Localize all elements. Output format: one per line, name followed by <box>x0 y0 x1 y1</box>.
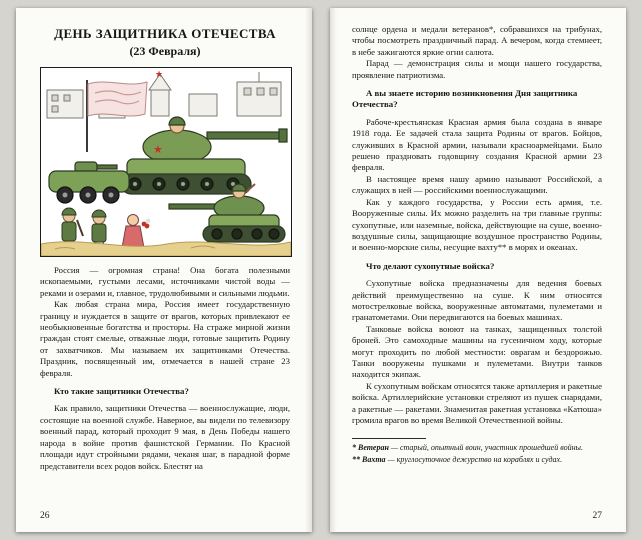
illustration-image <box>40 67 292 257</box>
section-heading: Что делают сухопутные войска? <box>366 260 495 271</box>
page-number: 27 <box>592 511 602 521</box>
right-page <box>330 8 626 532</box>
footnote <box>352 455 602 465</box>
section-heading: А вы знаете историю возникновения Дня защитника Отечества? <box>352 88 578 110</box>
paragraph: Танковые войска воюют на танках, защищенных толстой броней. Это самоходные машины на гусеничном ходу, которые могут проходить по любой местности: оврагам и бездорожью. Танки вооружены пушками и пулеметами. Внутри танков находится экипаж. <box>352 323 602 380</box>
footnote-term: ** Вахта <box>352 454 386 464</box>
tank-star-icon: ★ <box>153 144 163 156</box>
paragraph: В настоящее время нашу армию называют Российской, а служащих в ней — российскими военнослужащими. <box>352 173 602 196</box>
paragraph: Рабоче-крестьянская Красная армия была создана в январе 1918 года. Ее задачей стала защита Родины от врагов. Бойцов, служивших в Красной армии, называли красноармейцами. Было решено праздновать годовщину создания Красной армии 23 февраля. <box>352 116 602 173</box>
title-line-1: ДЕНЬ ЗАЩИТНИКА ОТЕЧЕСТВА <box>54 26 276 41</box>
title-line-2: (23 Февраля) <box>129 44 201 58</box>
left-page <box>16 8 312 532</box>
paragraph: Как у каждого государства, у России есть армия, т.е. Вооруженные силы. Их можно разделить на три главные группы: сухопутные, или наземные, войска, действующие на суше, военно-воздушные силы, защищающие воздушное пространство Родины, и военно-морские силы, несущие вахту** в морях и океанах. <box>352 196 602 253</box>
footnote-text: — круглосуточное дежурство на кораблях и судах. <box>385 454 563 464</box>
military-parade-illustration <box>41 68 291 256</box>
section-heading: Кто такие защитники Отечества? <box>54 386 189 397</box>
footnote <box>352 443 602 453</box>
paragraph: Сухопутные войска предназначены для ведения боевых действий преимущественно на суше. К ним относятся мотострелковые войска, вооруженные автоматами, пулеметами и гранатометами. Они передвигаются на боевых машинах. <box>352 278 602 323</box>
footnote-text: — старый, опытный воин, участник прошедшей войны. <box>388 443 583 453</box>
paragraph: Россия — огромная страна! Она богата полезными ископаемыми, густыми лесами, источниками чистой воды — реками и озерами и, главное, трудолюбивыми и сильными людьми. <box>40 265 290 298</box>
page-title <box>40 26 290 59</box>
kremlin-star-icon: ★ <box>155 69 164 79</box>
paragraph: Парад — демонстрация силы и мощи нашего государства, проявление патриотизма. <box>352 58 602 80</box>
page-number: 26 <box>40 511 50 521</box>
footnote-term: * Ветеран <box>352 443 389 453</box>
paragraph: Как любая страна мира, Россия имеет государственную границу и нуждается в защите от врагов, которых привлекают ее необыкновенные богатства и просторы. На страже мирной жизни граждан стоят смелые, отважные люди, готовые защитить Родину от захватчиков. Мы называем их защитниками Отечества. Праздник, посвященный им, отмечается в нашей стране 23 февраля. <box>40 299 290 378</box>
paragraph: К сухопутным войскам относятся также артиллерия и ракетные войска. Артиллерийские установки стреляют из пушек снарядами, а ракетные — ракетами. Знаменитая ракетная установка «Катюша» громила врагов во время Великой Отечественной войны. <box>352 380 603 425</box>
footnote-divider <box>352 438 426 439</box>
paragraph: Как правило, защитники Отечества — военнослужащие, люди, состоящие на военной службе. Наверное, вы видели по телевизору военный парад, который проходит 9 мая, в День Победы нашего народа в войне против фашистской Германии. По Красной площади идут стройными рядами, чеканя шаг, в парадной форме представители всех родов войск. Блестят на <box>40 403 290 471</box>
paragraph: солнце ордена и медали ветеранов*, собравшихся на трибунах, чтобы посмотреть праздничный парад. А вечером, когда стемнеет, в небе зажигаются яркие огни салюта. <box>352 24 602 57</box>
